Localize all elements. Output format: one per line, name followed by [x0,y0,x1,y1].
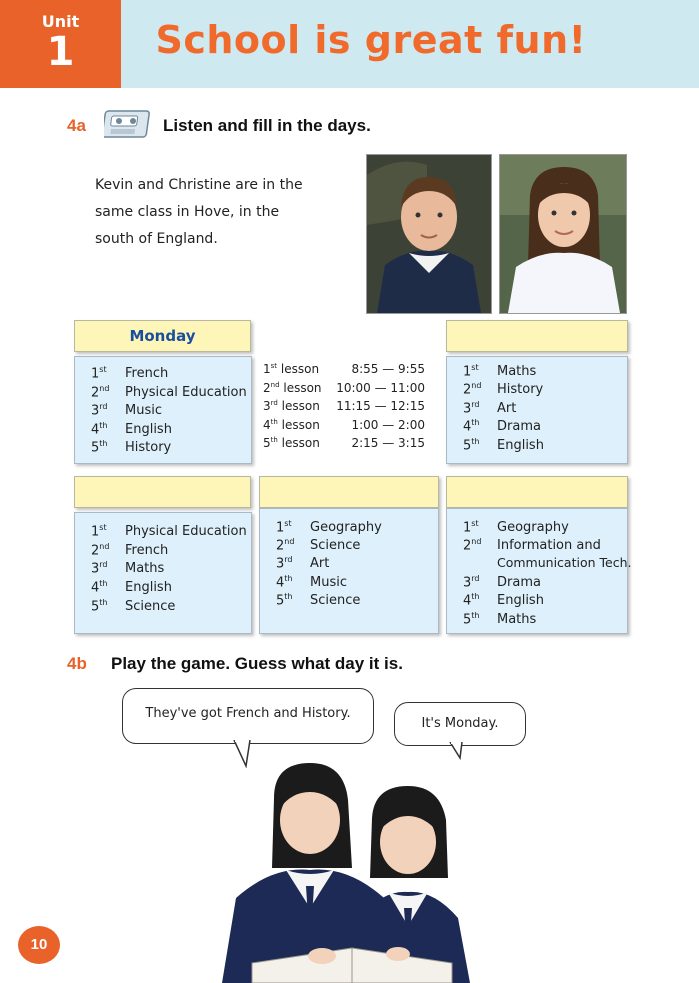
lesson-row: 4th English [463,592,544,609]
lesson-row: 3rd Art [463,400,517,417]
timetable-box [74,512,252,634]
unit-badge [0,0,121,88]
time-row: 5th lesson 2:15 — 3:15 [263,436,425,450]
time-row: 1st lesson 8:55 — 9:55 [263,362,425,376]
time-row: 3rd lesson 11:15 — 12:15 [263,399,425,413]
section-4b-number: 4b [67,654,87,673]
lesson-row: 5th History [91,439,172,456]
lesson-row: 2nd French [91,542,169,559]
lesson-row: 5th English [463,437,544,454]
intro-line: south of England. [95,231,218,247]
day-header-blank[interactable] [446,476,628,508]
page-title: School is great fun! [155,18,587,62]
lesson-row: 3rd Maths [91,560,165,577]
boy-figure [367,155,491,313]
lesson-row: 1st Geography [463,519,569,536]
cassette-icon [104,108,154,140]
lesson-row: 3rd Drama [463,574,541,591]
lesson-row: 1st Geography [276,519,382,536]
lesson-row: 3rd Music [91,402,162,419]
timetable-box [259,508,439,634]
lesson-row: 1st French [91,365,169,382]
section-4a-instruction: Listen and fill in the days. [163,116,371,135]
lesson-row: 2nd History [463,381,544,398]
section-4b-instruction: Play the game. Guess what day it is. [111,654,403,673]
girl-figure [500,155,626,313]
timetable-box [446,508,632,634]
speech-bubble-answer: It's Monday. [394,702,526,746]
lesson-row: 2nd Information and [463,537,601,554]
intro-line: Kevin and Christine are in the [95,177,303,193]
unit-number: 1 [46,29,75,75]
timetable-box [74,356,252,464]
lesson-row: 1st Maths [463,363,537,380]
students-reading-image [202,758,502,983]
lesson-row: 5th Science [276,592,361,609]
lesson-row: 4th Music [276,574,347,591]
lesson-times [263,362,433,455]
intro-text [95,172,335,253]
lesson-row: 4th English [91,421,172,438]
lesson-row: 1st Physical Education [91,523,247,540]
time-row: 2nd lesson 10:00 — 11:00 [263,380,425,395]
lesson-row: 5th Maths [463,611,537,628]
day-header-blank[interactable] [259,476,439,508]
lesson-row-continued: Communication Tech. [497,555,632,570]
lesson-row: 2nd Science [276,537,361,554]
page-number: 10 [18,926,60,964]
day-header-blank[interactable] [74,476,251,508]
lesson-row: 2nd Physical Education [91,384,247,401]
time-row: 4th lesson 1:00 — 2:00 [263,417,425,432]
lesson-row: 5th Science [91,598,176,615]
photo-kevin [366,154,492,314]
lesson-row: 3rd Art [276,555,330,572]
photo-christine [499,154,627,314]
lesson-row: 4th Drama [463,418,541,435]
intro-line: same class in Hove, in the [95,204,280,220]
unit-label: Unit [41,12,80,31]
lesson-row: 4th English [91,579,172,596]
day-header-monday: Monday [74,320,251,352]
speech-bubble-clue: They've got French and History. [122,688,374,744]
day-header-blank[interactable] [446,320,628,352]
timetable-box [446,356,628,464]
section-4a-number: 4a [67,116,86,135]
